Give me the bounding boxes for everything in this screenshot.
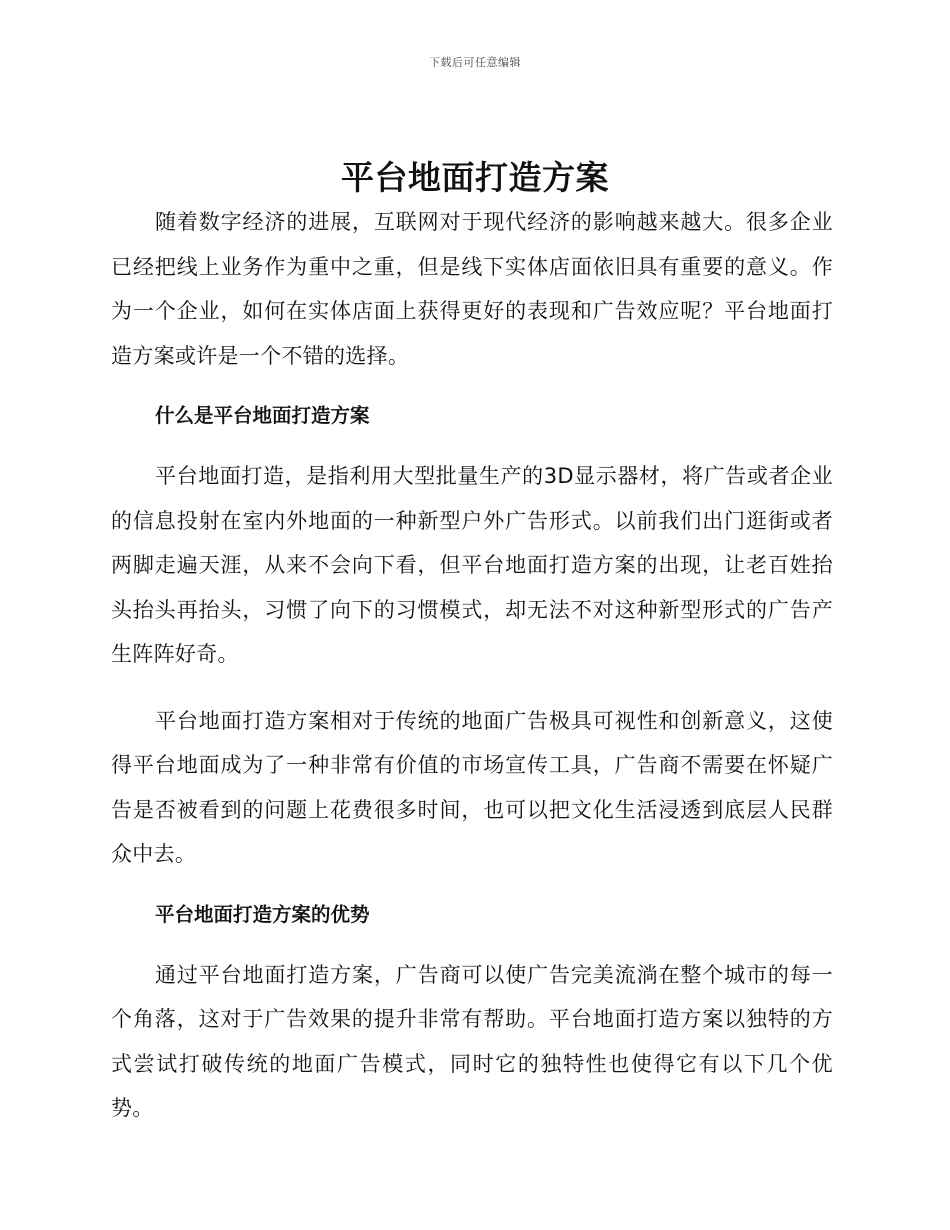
section-paragraph: 通过平台地面打造方案，广告商可以使广告完美流淌在整个城市的每一个角落，这对于广告效果的提升非常有帮助。平台地面打造方案以独特的方式尝试打破传统的地面广告模式，同时它的独特性也使得它有以下几个优势。 bbox=[111, 962, 833, 1120]
document-body bbox=[111, 200, 833, 1131]
document-title: 平台地面打造方案 bbox=[341, 158, 609, 197]
section-heading-advantages: 平台地面打造方案的优势 bbox=[155, 902, 370, 926]
section-paragraph: 平台地面打造方案相对于传统的地面广告极具可视性和创新意义，这使得平台地面成为了一种非常有价值的市场宣传工具，广告商不需要在怀疑广告是否被看到的问题上花费很多时间，也可以把文化生活浸透到底层人民群众中去。 bbox=[111, 708, 833, 866]
section-paragraph: 平台地面打造，是指利用大型批量生产的3D显示器材，将广告或者企业的信息投射在室内外地面的一种新型户外广告形式。以前我们出门逛街或者两脚走遍天涯，从来不会向下看，但平台地面打造方案的出现，让老百姓抬头抬头再抬头，习惯了向下的习惯模式，却无法不对这种新型形式的广告产生阵阵好奇。 bbox=[111, 464, 833, 666]
header-note: 下载后可任意编辑 bbox=[429, 56, 521, 69]
section-heading-what-is: 什么是平台地面打造方案 bbox=[155, 404, 370, 427]
intro-paragraph: 随着数字经济的进展，互联网对于现代经济的影响越来越大。很多企业已经把线上业务作为重中之重，但是线下实体店面依旧具有重要的意义。作为一个企业，如何在实体店面上获得更好的表现和广告效应呢？平台地面打造方案或许是一个不错的选择。 bbox=[111, 210, 833, 368]
